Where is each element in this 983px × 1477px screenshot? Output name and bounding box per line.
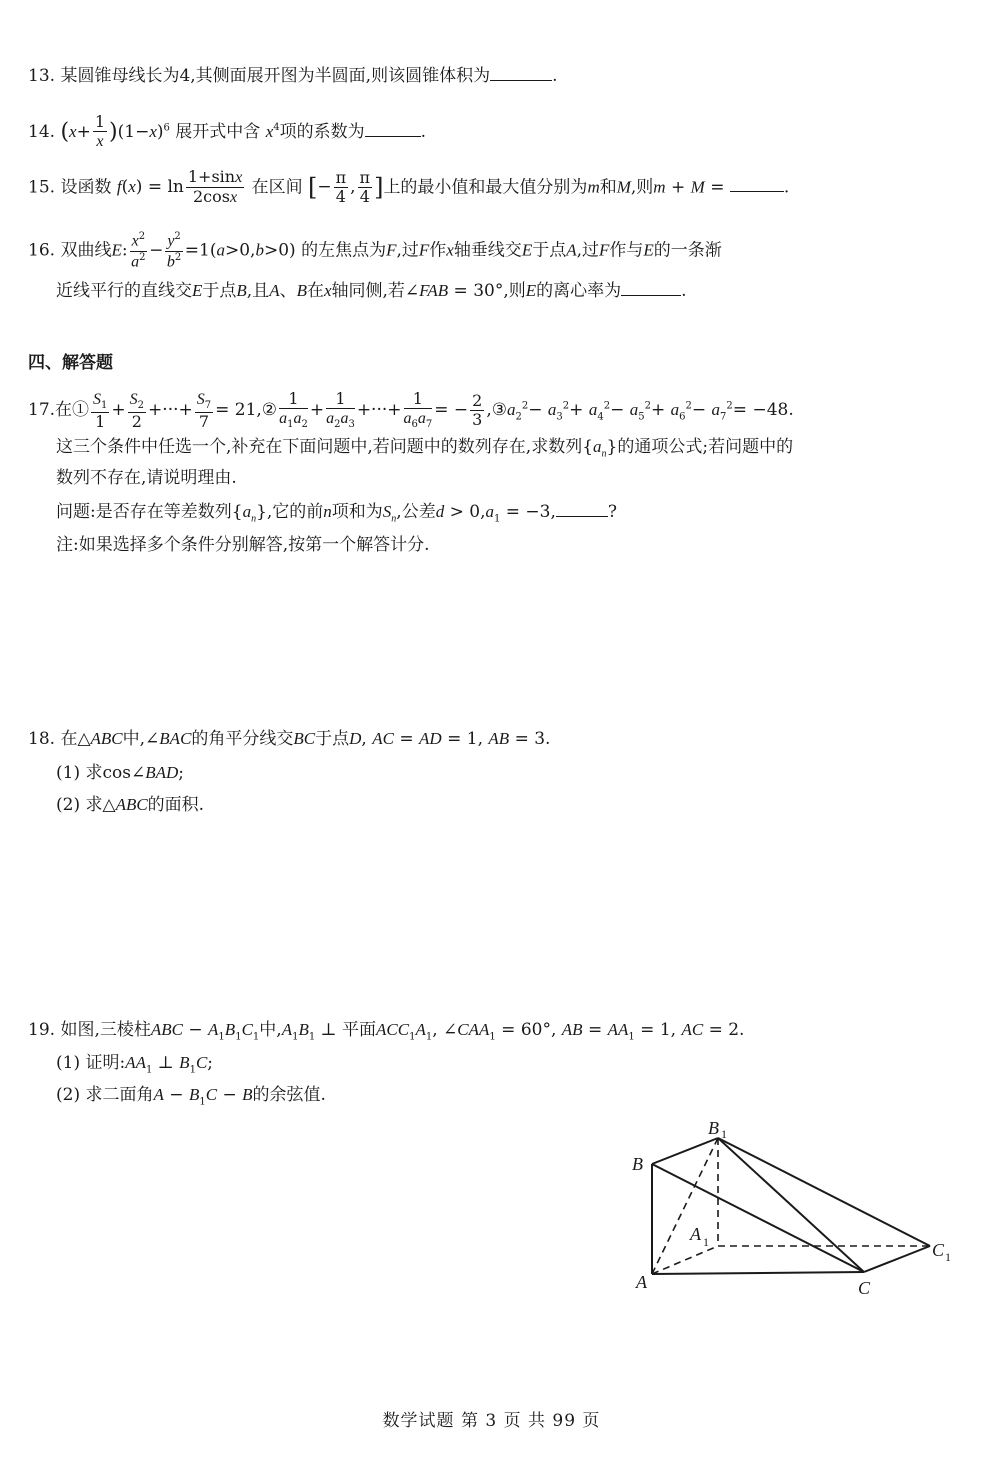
question-19-part-1: (1) 证明$:AA_1$ ⊥ $B_1C$; bbox=[56, 1053, 214, 1076]
vertex-label-A: A bbox=[636, 1272, 647, 1292]
svg-text:1: 1 bbox=[703, 1235, 709, 1249]
question-16: 16. 双曲线E: $\frac{x^2}{a^2}$ − $\frac{y^2}{b^2}$ =1(a>0,b>0) 的左焦点为F,过F作x轴垂线交E于点A,过F作与E的一条渐 bbox=[28, 231, 722, 271]
question-13: 13. 某圆锥母线长为4,其侧面展开图为半圆面,则该圆锥体积为 . bbox=[28, 66, 558, 86]
question-18-part-2: (2) 求△ABC的面积. bbox=[56, 795, 205, 815]
question-17-line-3: 数列不存在,请说明理由. bbox=[56, 468, 237, 488]
question-14: 14. (x+ $\frac{1}{x}$ )$(1-x)^6$ 展开式中含 $x^4$项的系数为 . bbox=[28, 112, 427, 151]
answer-blank bbox=[730, 190, 784, 192]
question-number: 14. bbox=[28, 121, 56, 142]
edge-B-C bbox=[652, 1164, 864, 1272]
edge-A-C bbox=[652, 1272, 864, 1274]
question-text: 某圆锥母线长为4,其侧面展开图为半圆面,则该圆锥体积为 bbox=[60, 66, 491, 86]
question-number: 17. bbox=[28, 400, 56, 421]
question-15: 15. 设函数 f(x) = ln $\frac{1+\sin x}{2\cos x}$ 在区间 [− $\frac{\pi}{4}$ , $\frac{\pi}{4}$ ]上的最小值和最大值分别为m和M,则m + M = . bbox=[28, 167, 790, 207]
formula: (x+ $\frac{1}{x}$ )$(1-x)^6$ bbox=[60, 112, 170, 151]
edge-A-B1-hidden bbox=[652, 1138, 718, 1274]
question-17-line-2: 这三个条件中任选一个,补充在下面问题中,若问题中的数列存在,求数列$\{a_n\}$的通项公式;若问题中的 bbox=[56, 437, 794, 460]
edge-A-A1-hidden bbox=[652, 1246, 718, 1274]
prism-figure bbox=[628, 1112, 958, 1297]
edge-B1-C1 bbox=[718, 1138, 930, 1246]
answer-blank bbox=[490, 79, 552, 81]
section-heading: 四、解答题 bbox=[28, 353, 113, 373]
svg-text:1: 1 bbox=[945, 1250, 951, 1264]
question-number: 18. bbox=[28, 729, 56, 749]
interval: [− $\frac{\pi}{4}$ , $\frac{\pi}{4}$ ] bbox=[308, 168, 384, 207]
question-18: 18. 在△ABC中,∠BAC的角平分线交BC于点D, AC = AD = 1, AB = 3. bbox=[28, 729, 551, 749]
page-footer: 数学试题 第 3 页 共 99 页 bbox=[382, 1411, 601, 1431]
vertex-label-B: B bbox=[632, 1154, 643, 1174]
vertex-label-C: C bbox=[858, 1278, 871, 1297]
question-17-line-4: 问题:是否存在等差数列$\{a_n\}$,它的前n项和为$S_n$,公差$d > 0,a_1 = -3$, ? bbox=[56, 502, 617, 525]
vertex-label-B1: B bbox=[708, 1118, 719, 1138]
question-19-part-2: (2) 求二面角$A - B_1C - B$的余弦值. bbox=[56, 1085, 326, 1108]
question-19: 19. 如图,三棱柱ABC − $A_1B_1C_1$中$,A_1B_1$ ⊥ 平面$ACC_1A_1$, $\angle CAA_1 = 60^\circ$, AB = $AA_1 = 1$, AC = 2. bbox=[28, 1020, 745, 1043]
question-number: 16. bbox=[28, 240, 56, 261]
question-16-line-2: 近线平行的直线交E于点B,且A、B在x轴同侧,若∠FAB = 30°,则E的离心率为 . bbox=[56, 281, 687, 301]
svg-text:1: 1 bbox=[721, 1127, 727, 1141]
answer-blank bbox=[621, 294, 681, 296]
edge-C-C1 bbox=[864, 1246, 930, 1272]
question-number: 13. bbox=[28, 66, 56, 86]
question-17-note: 注:如果选择多个条件分别解答,按第一个解答计分. bbox=[56, 535, 430, 555]
question-18-part-1: (1) 求cos∠BAD; bbox=[56, 763, 184, 783]
vertex-label-A1: A bbox=[690, 1224, 701, 1244]
answer-blank bbox=[365, 135, 421, 137]
answer-blank bbox=[556, 515, 608, 517]
question-17: 17.在① $\frac{S_1}{1}$ + $\frac{S_2}{2}$ +···+ $\frac{S_7}{7}$ = 21,② $\frac{1}{a_1a_2}$ + $\frac{1}{a_2a_3}$ +···+ $\frac{1}{a_6a_7}$ = − $\frac{2}{3}$ $,③a_2^2- a_3^2+ a_4^2- a_5^2+ a_6^2- a_7^2= -48$. bbox=[28, 389, 794, 431]
question-number: 19. bbox=[28, 1020, 56, 1040]
formula: f(x) = ln $\frac{1+\sin x}{2\cos x}$ bbox=[116, 167, 243, 207]
vertex-label-C1: C bbox=[932, 1240, 945, 1260]
question-number: 15. bbox=[28, 177, 56, 198]
edge-B1-C bbox=[718, 1138, 864, 1272]
